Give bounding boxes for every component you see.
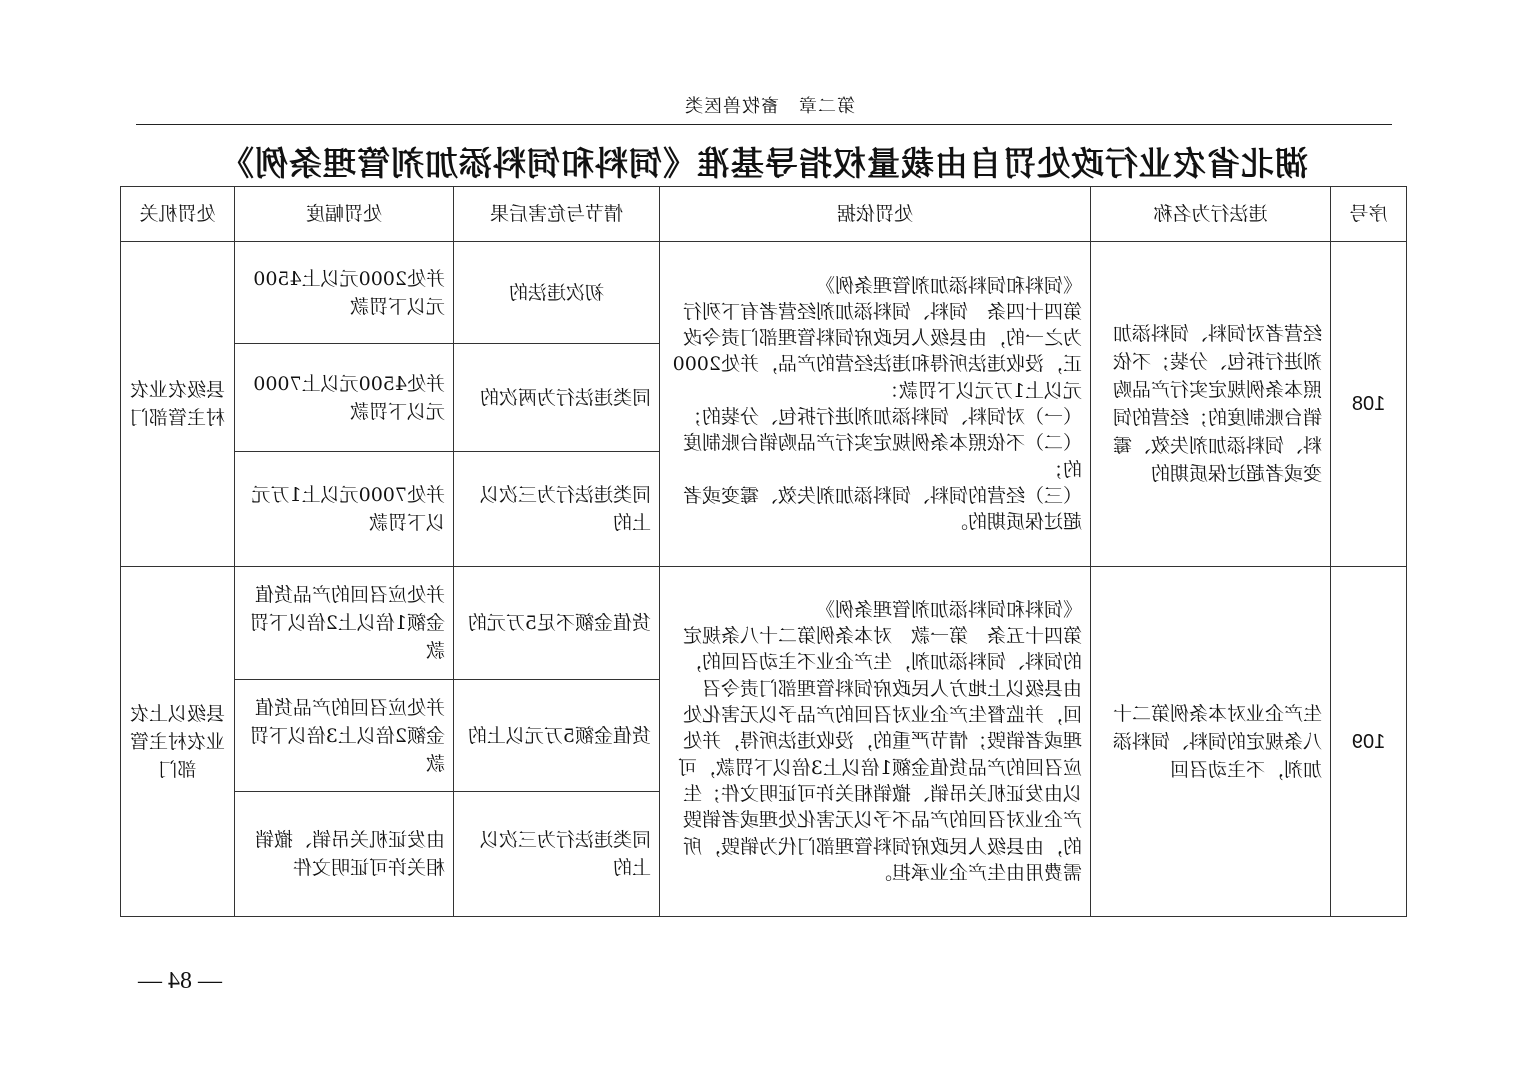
grade-range: 并处4500元以上7000元以下罚款 <box>235 344 454 452</box>
grade-range: 并处应召回的产品货值金额2倍以上3倍以下罚款 <box>235 680 454 792</box>
grade-circumstance: 初次违法的 <box>454 242 660 344</box>
grade-circumstance: 货值金额5万元以上的 <box>454 680 660 792</box>
grade-circumstance: 同类违法行为两次的 <box>454 344 660 452</box>
grade-circumstance: 同类违法行为三次以上的 <box>454 452 660 567</box>
running-header: 第二章 畜牧兽医类 <box>684 96 855 117</box>
basis-line: （三）经营的饲料、饲料添加剂失效、霉变或者超过保质期的。 <box>682 484 1082 534</box>
grade-range: 并处2000元以上4500元以下罚款 <box>235 242 454 344</box>
basis-line: 《饲料和饲料添加剂管理条例》 <box>815 274 1082 297</box>
table-row <box>121 567 1407 680</box>
basis-line: 第四十五条 第一款 对本条例第二十八条规定的饲料、饲料添加剂，生产企业不主动召回的，由县级以上地方人民政府饲料管理部门责令召回，并监督生产企业对召回的产品予以无害化处理或者销毁；情节严重的，没收违法所得，并处应召回的产品货值金额1倍以上3倍以下罚款，可以由发证机关吊销、撤销相关许可证明文件；生产企业对召回的产品不予以无害化处理或者销毁的，由县级人民政府饲料管理部门代为销毁，所需费用由生产企业承担。 <box>677 625 1082 884</box>
col-header-basis: 处罚依据 <box>660 187 1091 242</box>
row-violation: 生产企业对本条例第二十八条规定的饲料、饲料添加剂，不主动召回 <box>1091 567 1331 917</box>
table-row <box>121 242 1407 344</box>
header-rule <box>136 124 1392 125</box>
col-header-circumstance: 情节与危害后果 <box>454 187 660 242</box>
discretion-standard-table <box>120 186 1407 917</box>
basis-line: （二）不依照本条例规定实行产品购销台账制度的； <box>682 432 1082 481</box>
grade-circumstance: 货值金额不足5万元的 <box>454 567 660 680</box>
basis-line: （一）对饲料、饲料添加剂进行拆包、分装的； <box>682 406 1082 428</box>
col-header-violation: 违法行为名称 <box>1091 187 1331 242</box>
page-number: — 84 — <box>138 968 222 994</box>
grade-circumstance: 同类违法行为三次以上的 <box>454 792 660 917</box>
col-header-range: 处罚幅度 <box>235 187 454 242</box>
basis-line: 《饲料和饲料添加剂管理条例》 <box>815 598 1082 621</box>
document-title: 湖北省农业行政处罚自由裁量权指导基准《饲料和饲料添加剂管理条例》 <box>220 144 1308 183</box>
row-seq: 109 <box>1331 567 1407 917</box>
col-header-seq: 序号 <box>1331 187 1407 242</box>
row-seq: 108 <box>1331 242 1407 567</box>
table-header-row <box>121 187 1407 242</box>
basis-line: 第四十四条 饲料、饲料添加剂经营者有下列行为之一的，由县级人民政府饲料管理部门责令改正，没收违法所得和违法经营的产品，并处2000元以上1万元以下罚款： <box>672 300 1082 402</box>
grade-range: 并处应召回的产品货值金额1倍以上2倍以下罚款 <box>235 567 454 680</box>
col-header-authority: 处罚机关 <box>121 187 235 242</box>
grade-range: 并处7000元以上1万元以下罚款 <box>235 452 454 567</box>
row-authority: 县级农业农村主管部门 <box>121 242 235 567</box>
row-violation: 经营者对饲料、饲料添加剂进行拆包、分装；不依照本条例规定实行产品购销台账制度的；经营的饲料、饲料添加剂失效、霉变或者超过保质期的 <box>1091 242 1331 567</box>
row-basis <box>660 242 1091 567</box>
row-authority: 县级以上农业农村主管部门 <box>121 567 235 917</box>
grade-range: 由发证机关吊销、撤销相关许可证明文件 <box>235 792 454 917</box>
row-basis <box>660 567 1091 917</box>
